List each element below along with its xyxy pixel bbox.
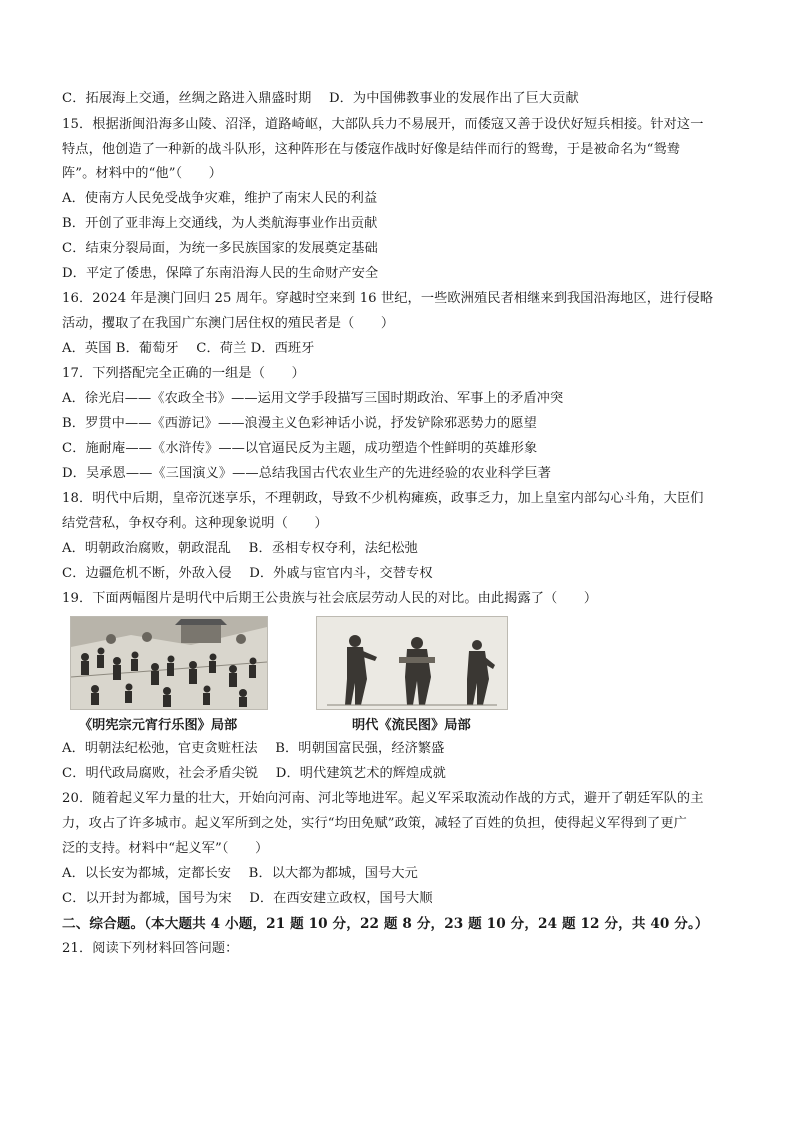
section-2-heading: 二、综合题。（本大题共 4 小题，21 题 10 分，22 题 8 分，23 题 10 分，24 题 12 分，共 40 分。）: [62, 916, 709, 932]
q18-options-cd: C．边疆危机不断，外敌入侵 D．外戚与宦官内斗，交替专权: [62, 566, 433, 581]
q15-stem-line-2: 特点，他创造了一种新的战斗队形，这种阵形在与倭寇作战时好像是结伴而行的鸳鸯，于是被命名为“鸳鸯: [62, 142, 681, 157]
q15-option-d: D．平定了倭患，保障了东南沿海人民的生命财产安全: [62, 266, 379, 281]
q14-options-cd: C．拓展海上交通，丝绸之路进入鼎盛时期 D．为中国佛教事业的发展作出了巨大贡献: [62, 91, 579, 106]
q20-stem-line-1: 20．随着起义军力量的壮大，开始向河南、河北等地进军。起义军采取流动作战的方式，避开了朝廷军队的主: [62, 791, 704, 806]
lantern-festival-painting: [70, 616, 268, 710]
q19-stem: 19．下面两幅图片是明代中后期王公贵族与社会底层劳动人民的对比。由此揭露了（ ）: [62, 591, 598, 606]
q21-stem: 21．阅读下列材料回答问题：: [62, 941, 239, 956]
caption-right: 明代《流民图》局部: [352, 718, 471, 733]
q15-option-a: A．使南方人民免受战争灾难，维护了南宋人民的利益: [62, 191, 378, 206]
q17-option-d: D．吴承恩——《三国演义》——总结我国古代农业生产的先进经验的农业科学巨著: [62, 466, 552, 481]
caption-left: 《明宪宗元宵行乐图》局部: [79, 718, 238, 733]
q20-options-ab: A．以长安为都城，定都长安 B．以大都为都城，国号大元: [62, 866, 418, 881]
q18-stem-line-2: 结党营私，争权夺利。这种现象说明（ ）: [62, 516, 328, 531]
q18-stem-line-1: 18．明代中后期，皇帝沉迷享乐，不理朝政，导致不少机构瘫痪，政事乏力，加上皇室内部勾心斗角，大臣们: [62, 491, 704, 506]
q19-options-cd: C．明代政局腐败，社会矛盾尖锐 D．明代建筑艺术的辉煌成就: [62, 766, 446, 781]
q17-stem: 17．下列搭配完全正确的一组是（ ）: [62, 366, 305, 381]
q16-options: A．英国 B．葡萄牙 C．荷兰 D．西班牙: [62, 341, 315, 356]
q20-options-cd: C．以开封为都城，国号为宋 D．在西安建立政权，国号大顺: [62, 891, 433, 906]
q15-option-b: B．开创了亚非海上交通线，为人类航海事业作出贡献: [62, 216, 378, 231]
q17-option-c: C．施耐庵——《水浒传》——以官逼民反为主题，成功塑造个性鲜明的英雄形象: [62, 441, 538, 456]
lantern-festival-painting-art: [71, 617, 267, 709]
q19-options-ab: A．明朝法纪松弛，官吏贪赃枉法 B．明朝国富民强，经济繁盛: [62, 741, 445, 756]
q15-option-c: C．结束分裂局面，为统一多民族国家的发展奠定基础: [62, 241, 378, 256]
refugees-painting-art: [317, 617, 507, 709]
q18-options-ab: A．明朝政治腐败，朝政混乱 B．丞相专权夺利，法纪松弛: [62, 541, 418, 556]
q16-stem-line-1: 16．2024 年是澳门回归 25 周年。穿越时空来到 16 世纪，一些欧洲殖民者相继来到我国沿海地区，进行侵略: [62, 291, 714, 306]
q16-stem-line-2: 活动，攫取了在我国广东澳门居住权的殖民者是（ ）: [62, 316, 395, 331]
q15-stem-line-3: 阵”。材料中的“他”（ ）: [62, 166, 223, 181]
q20-stem-line-3: 泛的支持。材料中“起义军”（ ）: [62, 841, 269, 856]
refugees-painting: [316, 616, 508, 710]
q20-stem-line-2: 力，攻占了许多城市。起义军所到之处，实行“均田免赋”政策，减轻了百姓的负担，使得起义军得到了更广: [62, 816, 687, 831]
q17-option-a: A．徐光启——《农政全书》——运用文学手段描写三国时期政治、军事上的矛盾冲突: [62, 391, 564, 406]
q17-option-b: B．罗贯中——《西游记》——浪漫主义色彩神话小说，抒发铲除邪恶势力的愿望: [62, 416, 537, 431]
q15-stem-line-1: 15．根据浙闽沿海多山陵、沼泽，道路崎岖，大部队兵力不易展开，而倭寇又善于设伏好短兵相接。针对这一: [62, 117, 704, 132]
